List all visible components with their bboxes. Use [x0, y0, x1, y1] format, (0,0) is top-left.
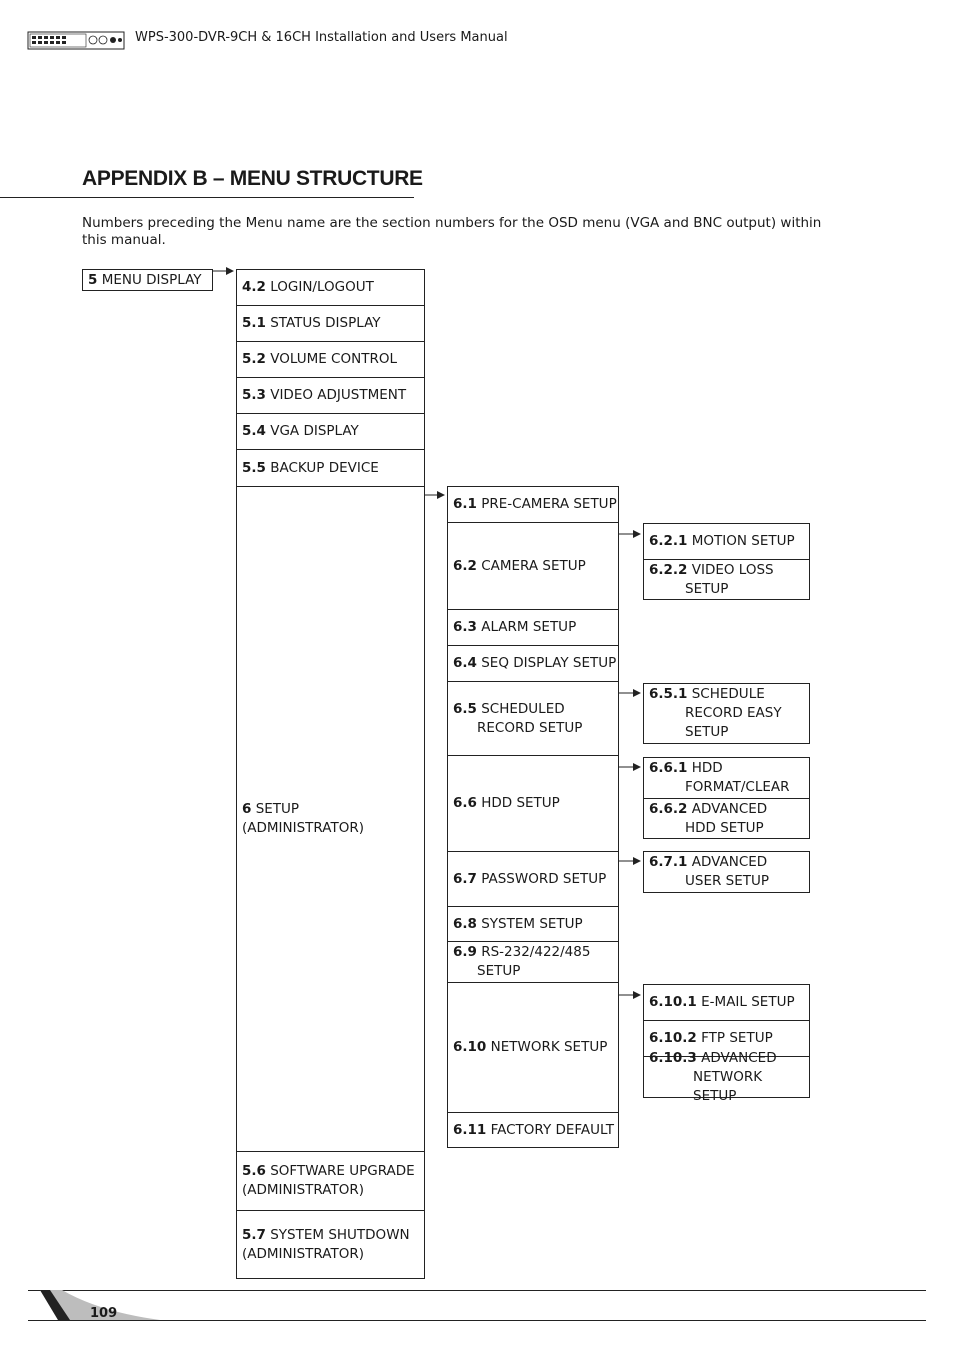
menu-item-software-upgrade: 5.6 SOFTWARE UPGRADE (ADMINISTRATOR) — [236, 1151, 425, 1211]
menu-item-hdd-format-clear: 6.6.1 HDD FORMAT/CLEAR — [643, 757, 810, 799]
menu-item-alarm-setup: 6.3 ALARM SETUP — [447, 609, 619, 646]
menu-item-email-setup: 6.10.1 E-MAIL SETUP — [643, 984, 810, 1021]
menu-item-setup-administrator: 6 SETUP (ADMINISTRATOR) — [236, 486, 425, 1152]
menu-item-camera-setup: 6.2 CAMERA SETUP — [447, 522, 619, 610]
menu-item-motion-setup: 6.2.1 MOTION SETUP — [643, 523, 810, 560]
menu-number: 5 — [88, 271, 98, 288]
footer-rule-top — [28, 1290, 926, 1291]
menu-item-advanced-network-setup: 6.10.3 ADVANCED NETWORK SETUP — [643, 1056, 810, 1098]
menu-item-advanced-user-setup: 6.7.1 ADVANCED USER SETUP — [643, 851, 810, 893]
menu-item-advanced-hdd-setup: 6.6.2 ADVANCED HDD SETUP — [643, 798, 810, 839]
manual-title: WPS-300-DVR-9CH & 16CH Installation and Users Manual — [135, 30, 508, 45]
menu-item-video-loss-setup: 6.2.2 VIDEO LOSS SETUP — [643, 559, 810, 600]
menu-item-pre-camera-setup: 6.1 PRE-CAMERA SETUP — [447, 486, 619, 523]
menu-item-vga-display: 5.4 VGA DISPLAY — [236, 413, 425, 450]
page-title: APPENDIX B – MENU STRUCTURE — [82, 167, 423, 190]
menu-item-system-shutdown: 5.7 SYSTEM SHUTDOWN (ADMINISTRATOR) — [236, 1210, 425, 1279]
menu-item-ftp-setup: 6.10.2 FTP SETUP — [643, 1020, 810, 1057]
intro-text: Numbers preceding the Menu name are the section numbers for the OSD menu (VGA and BNC output) within this manual. — [82, 215, 822, 248]
menu-item-schedule-record-easy-setup: 6.5.1 SCHEDULE RECORD EASY SETUP — [643, 683, 810, 744]
menu-item-system-setup: 6.8 SYSTEM SETUP — [447, 906, 619, 942]
menu-item-password-setup: 6.7 PASSWORD SETUP — [447, 851, 619, 907]
menu-item-scheduled-record-setup: 6.5 SCHEDULED RECORD SETUP — [447, 681, 619, 756]
footer-rule-bottom — [28, 1320, 926, 1321]
menu-item-rs232-setup: 6.9 RS-232/422/485 SETUP — [447, 941, 619, 983]
menu-item-login-logout: 4.2 LOGIN/LOGOUT — [236, 269, 425, 306]
menu-item-factory-default: 6.11 FACTORY DEFAULT — [447, 1112, 619, 1148]
menu-item-status-display: 5.1 STATUS DISPLAY — [236, 305, 425, 342]
menu-item-network-setup: 6.10 NETWORK SETUP — [447, 982, 619, 1113]
menu-item-backup-device: 5.5 BACKUP DEVICE — [236, 449, 425, 487]
menu-label: MENU DISPLAY — [101, 271, 202, 288]
menu-item-video-adjustment: 5.3 VIDEO ADJUSTMENT — [236, 377, 425, 414]
menu-item-seq-display-setup: 6.4 SEQ DISPLAY SETUP — [447, 645, 619, 682]
menu-item-volume-control: 5.2 VOLUME CONTROL — [236, 341, 425, 378]
menu-item-hdd-setup: 6.6 HDD SETUP — [447, 755, 619, 852]
page-number: 109 — [90, 1306, 118, 1321]
